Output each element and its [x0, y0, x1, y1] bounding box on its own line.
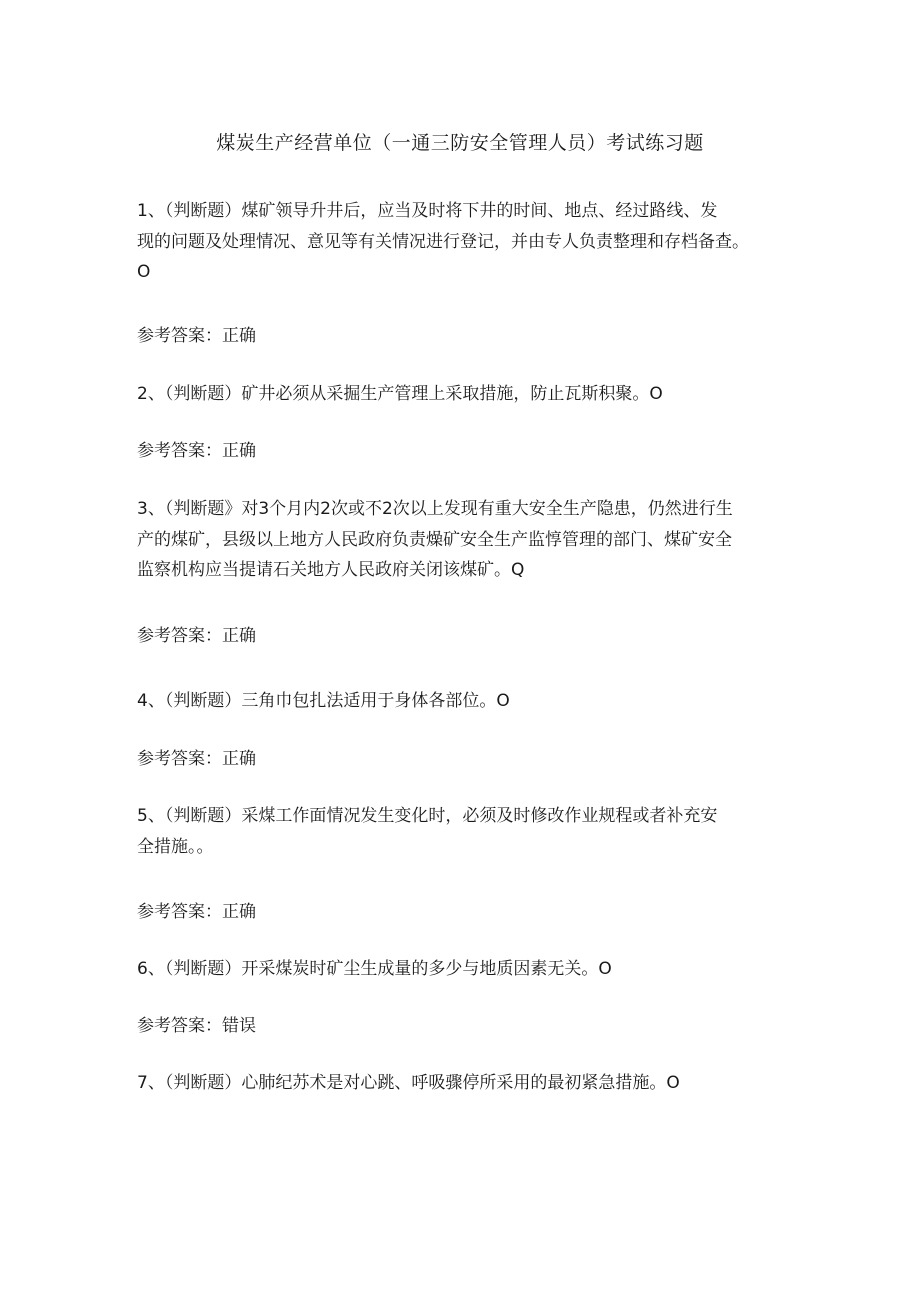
question-1-line-1: 1、（判断题）煤矿领导升井后，应当及时将下井的时间、地点、经过路线、发	[137, 201, 718, 221]
answer-2	[137, 436, 256, 466]
answer-value: 正确	[222, 441, 256, 461]
question-7-line-1: 7、（判断题）心肺纪苏术是对心跳、呼吸骤停所采用的最初紧急措施。O	[137, 1073, 680, 1093]
question-5-line-2: 全措施。。	[137, 836, 214, 857]
answer-label: 参考答案：	[137, 626, 222, 646]
question-6-line-1: 6、（判断题）开采煤炭时矿尘生成量的多少与地质因素无关。O	[137, 959, 612, 979]
answer-1	[137, 321, 256, 351]
question-2	[137, 379, 792, 410]
document-title: 煤炭生产经营单位（一通三防安全管理人员）考试练习题	[216, 132, 704, 154]
answer-label: 参考答案：	[137, 441, 222, 461]
answer-3	[137, 621, 256, 651]
answer-value: 正确	[222, 626, 256, 646]
question-3	[137, 494, 792, 586]
question-1	[137, 196, 792, 288]
question-6	[137, 954, 792, 985]
question-5	[137, 801, 792, 862]
question-2-line-1: 2、（判断题）矿井必须从采掘生产管理上采取措施，防止瓦斯积聚。O	[137, 384, 663, 404]
question-3-line-2: 产的煤矿，县级以上地方人民政府负责燥矿安全生产监惇管理的部门、煤矿安全	[137, 529, 732, 550]
question-4	[137, 686, 792, 717]
answer-6	[137, 1011, 256, 1041]
answer-5	[137, 897, 256, 927]
answer-label: 参考答案：	[137, 326, 222, 346]
question-1-line-3: O	[137, 262, 151, 282]
answer-4	[137, 744, 256, 774]
question-4-line-1: 4、（判断题）三角巾包扎法适用于身体各部位。O	[137, 691, 510, 711]
question-3-line-3: 监察机构应当提请石关地方人民政府关闭该煤矿。Q	[137, 560, 525, 580]
question-1-line-2: 现的问题及处理情况、意见等有关情况进行登记，并由专人负责整理和存档备查。	[137, 231, 749, 252]
question-7	[137, 1068, 792, 1099]
answer-label: 参考答案：	[137, 749, 222, 769]
answer-value: 正确	[222, 902, 256, 922]
question-5-line-1: 5、（判断题）采煤工作面情况发生变化时，必须及时修改作业规程或者补充安	[137, 806, 718, 826]
answer-value: 正确	[222, 326, 256, 346]
answer-value: 错误	[222, 1016, 256, 1036]
question-3-line-1: 3、（判断题》对3个月内2次或不2次以上发现有重大安全生产隐患，仍然进行生	[137, 499, 733, 519]
answer-value: 正确	[222, 749, 256, 769]
answer-label: 参考答案：	[137, 1016, 222, 1036]
answer-label: 参考答案：	[137, 902, 222, 922]
